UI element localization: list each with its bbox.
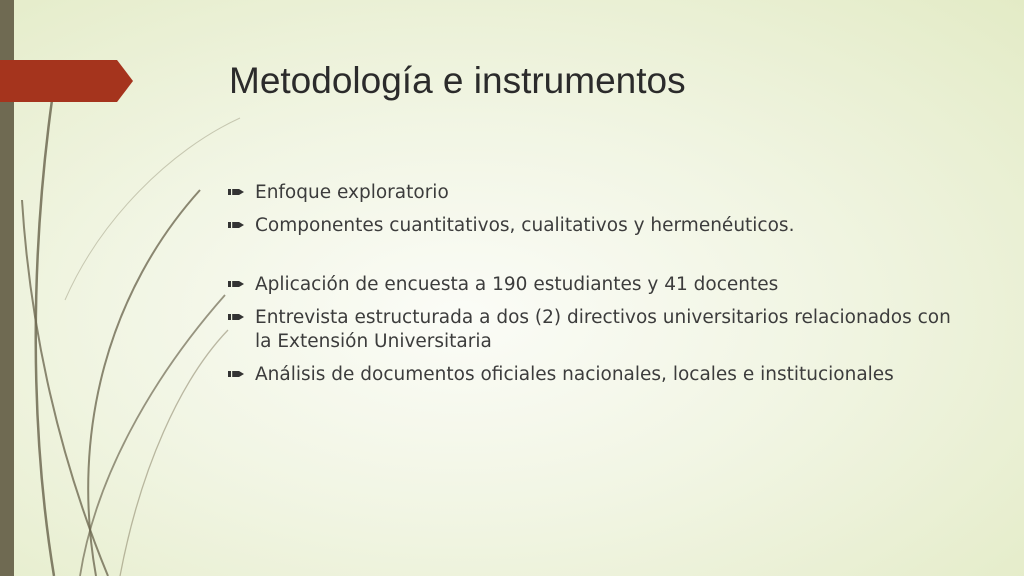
bullet-text: Componentes cuantitativos, cualitativos y hermenéuticos. — [255, 215, 795, 236]
bullet-item — [228, 214, 958, 238]
bullet-list — [228, 181, 958, 396]
decorative-stem — [88, 190, 200, 576]
bullet-text: Aplicación de encuesta a 190 estudiantes y 41 docentes — [255, 274, 779, 295]
decorative-stem — [22, 200, 108, 576]
slide-title: Metodología e instrumentos — [229, 60, 686, 101]
bullet-text: Entrevista estructurada a dos (2) directivos universitarios relacionados con la Extensión Universitaria — [255, 307, 951, 352]
bullet-item — [228, 273, 958, 297]
pencil-icon — [228, 369, 244, 379]
bullet-text: Análisis de documentos oficiales nacionales, locales e institucionales — [255, 364, 894, 385]
decorative-stem — [80, 295, 225, 576]
bullet-item — [228, 181, 958, 205]
pencil-icon — [228, 279, 244, 289]
pencil-icon — [228, 312, 244, 322]
pencil-icon — [228, 187, 244, 197]
decorative-stem — [120, 330, 228, 576]
title-arrow-shape — [0, 60, 133, 102]
bullet-text: Enfoque exploratorio — [255, 182, 449, 203]
decorative-stem — [65, 118, 240, 300]
bullet-item — [228, 306, 958, 354]
bullet-item — [228, 363, 958, 387]
pencil-icon — [228, 220, 244, 230]
